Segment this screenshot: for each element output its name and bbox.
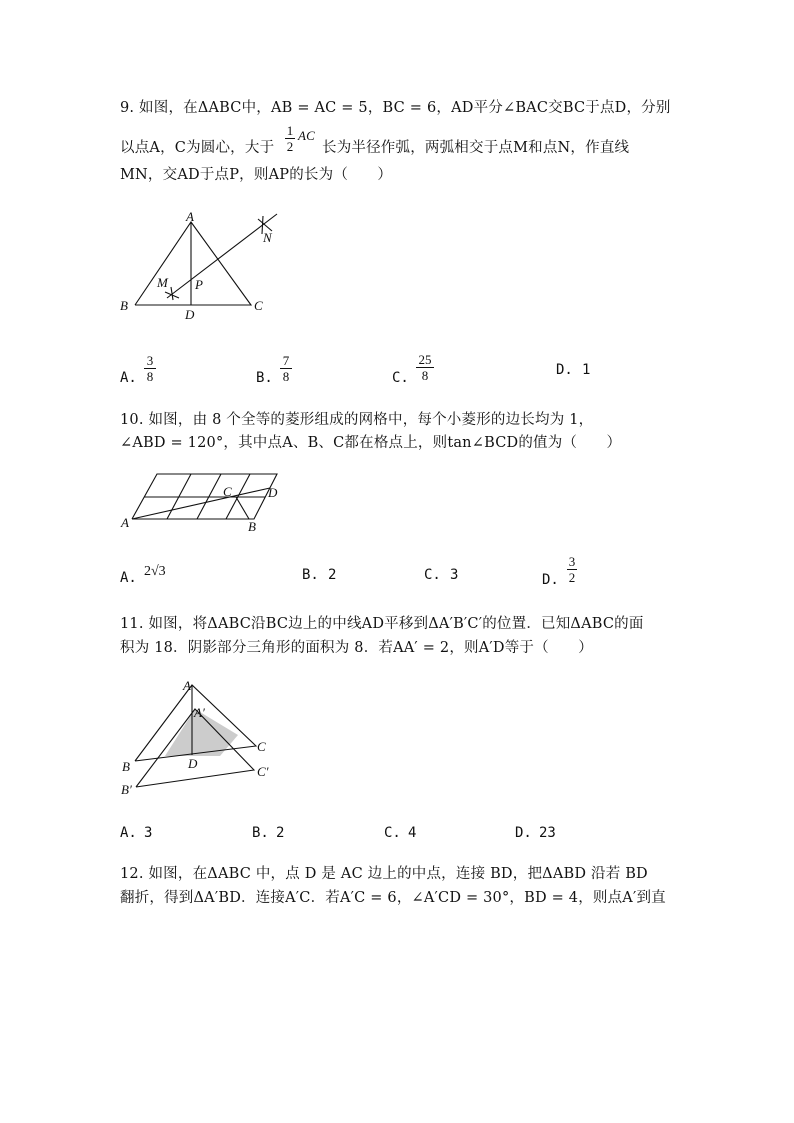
q10-label-a: A <box>121 515 129 530</box>
q9-label-c: C <box>254 298 263 313</box>
q11-label-a-prime: A′ <box>194 705 205 720</box>
q11-line2: 积为 18．阴影部分三角形的面积为 8．若AA′ = 2，则A′D等于（ ） <box>120 640 593 656</box>
q11-option-d-letter: D. <box>515 825 532 841</box>
q10-label-d: D <box>268 485 278 500</box>
q11-option-a-letter: A. <box>120 825 137 841</box>
q11-label-c: C <box>257 739 266 754</box>
q9-label-d: D <box>185 307 195 322</box>
q9-line2b: 长为半径作弧，两弧相交于点M和点N，作直线 <box>322 140 630 156</box>
q10-option-d-letter: D. <box>542 572 559 588</box>
q9-line3: MN，交AD于点P，则AP的长为（ ） <box>120 167 393 183</box>
q9-label-n: N <box>263 230 272 245</box>
q9-option-a-den: 8 <box>146 369 154 384</box>
q10-option-c-letter: C. <box>424 567 441 583</box>
q9-inline-fraction <box>285 124 295 153</box>
q10-option-d-den: 2 <box>568 570 576 585</box>
q9-option-c-den: 8 <box>421 368 429 383</box>
q9-option-b-num: 7 <box>282 353 290 368</box>
q9-option-d-value: 1 <box>582 362 591 378</box>
q11-option-b-letter: B. <box>252 825 269 841</box>
q9-line2-ac: AC <box>298 128 316 143</box>
q11-option-c-letter: C. <box>384 825 401 841</box>
q9-option-a-num: 3 <box>146 353 154 368</box>
q9-option-c-letter: C. <box>392 370 409 386</box>
q11-option-c-value: 4 <box>408 825 417 841</box>
q11-label-b: B <box>122 759 130 774</box>
q10-line2: ∠ABD = 120°，其中点A、B、C都在格点上，则tan∠BCD的值为（ ） <box>120 435 622 451</box>
q10-option-b-value: 2 <box>328 567 337 583</box>
q10-option-a-letter: A. <box>120 570 137 586</box>
q10-line1: 10. 如图，由 8 个全等的菱形组成的网格中，每个小菱形的边长均为 1， <box>120 412 594 428</box>
q9-figure <box>115 208 295 328</box>
q11-figure <box>118 678 288 798</box>
q9-label-a: A <box>186 209 194 224</box>
q10-figure <box>118 468 288 538</box>
q10-option-c-value: 3 <box>450 567 459 583</box>
q11-option-d-value: 23 <box>539 825 556 841</box>
q9-line2a: 以点A，C为圆心，大于 <box>120 140 275 156</box>
q9-option-d-letter: D. <box>556 362 573 378</box>
q9-option-c-num: 25 <box>418 352 432 367</box>
q9-option-b-fraction <box>280 354 292 383</box>
q9-option-b-letter: B. <box>256 370 273 386</box>
q9-label-b: B <box>120 298 128 313</box>
q9-label-p: P <box>195 277 203 292</box>
q12-line2: 翻折，得到ΔA′BD．连接A′C．若A′C = 6，∠A′CD = 30°，BD = 4，则点A′到直 <box>120 890 666 906</box>
q10-option-d-fraction <box>567 555 577 584</box>
q11-line1: 11. 如图，将ΔABC沿BC边上的中线AD平移到ΔA′B′C′的位置．已知ΔABC的面 <box>120 616 644 632</box>
q9-option-a-letter: A. <box>120 370 137 386</box>
q11-option-b-value: 2 <box>276 825 285 841</box>
q11-label-d: D <box>188 756 198 771</box>
q11-label-b-prime: B′ <box>121 782 132 797</box>
q10-label-c: C <box>223 484 232 499</box>
q9-frac-num: 1 <box>286 123 294 138</box>
q9-line1: 9. 如图，在ΔABC中，AB = AC = 5，BC = 6，AD平分∠BAC交BC于点D，分别 <box>120 100 671 116</box>
q11-label-a: A <box>183 678 191 693</box>
q11-label-c-prime: C′ <box>257 764 269 779</box>
q9-option-b-den: 8 <box>282 369 290 384</box>
q10-option-b-letter: B. <box>302 567 319 583</box>
q9-option-a-fraction <box>144 354 156 383</box>
q12-line1: 12. 如图，在ΔABC 中，点 D 是 AC 边上的中点，连接 BD，把ΔABD 沿若 BD <box>120 866 648 882</box>
q9-frac-den: 2 <box>286 139 294 154</box>
q9-option-c-fraction <box>416 353 434 382</box>
q9-label-m: M <box>157 275 168 290</box>
q11-option-a-value: 3 <box>144 825 153 841</box>
q10-option-d-num: 3 <box>568 554 576 569</box>
q10-option-a-value: 2√3 <box>144 564 166 579</box>
q10-label-b: B <box>248 519 256 534</box>
